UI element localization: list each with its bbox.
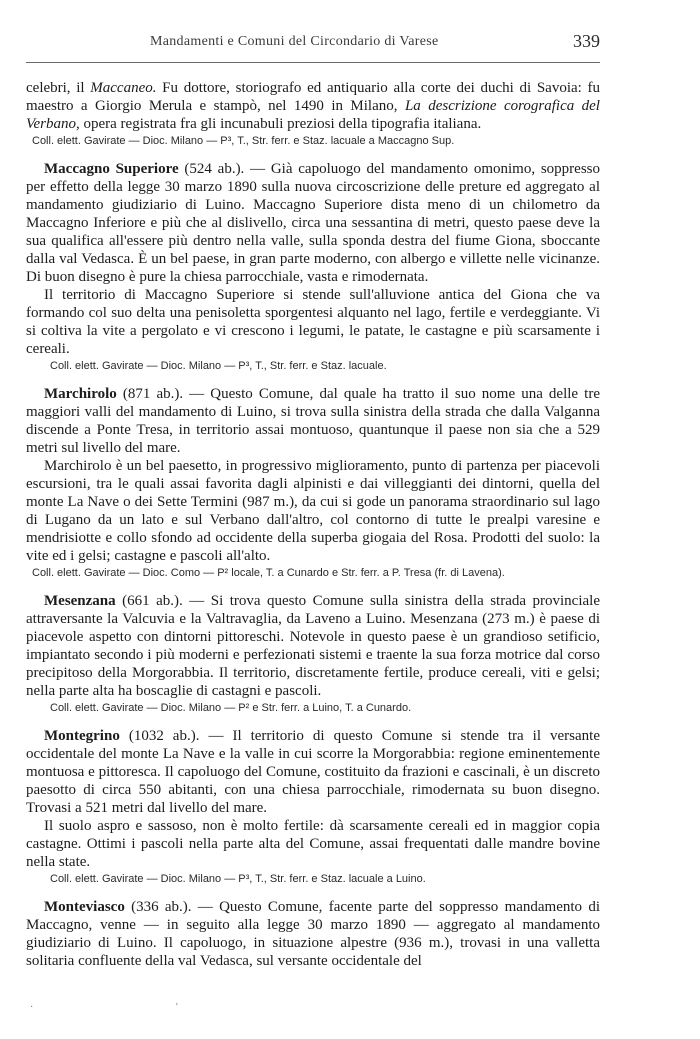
entry-paragraph (26, 160, 600, 286)
entry-text: (336 ab.). — Questo Comune, facente parte del soppresso mandamento di Maccagno, venne — in seguito alla legge 30 marzo 1890 — aggregato al mandamento giudiziario di Luino. Il capoluogo, in situazione alpestre (936 m.), trovasi in una valletta solitaria confluente della val Vedasca, sul versante occidentale del (26, 899, 600, 969)
coll-line: Coll. elett. Gavirate — Dioc. Milano — P³, T., Str. ferr. e Staz. lacuale a Luino. (50, 873, 426, 885)
entry-montegrino (26, 727, 600, 887)
page-number: 339 (573, 31, 600, 51)
entry-text: (871 ab.). — Questo Comune, dal quale ha tratto il suo nome una delle tre maggiori valli del mandamento di Luino, si trova sulla sinistra della strada che dalla Valganna discende a Ponte Tresa, in territorio assai montuoso, quantunque il paese non sia che a 529 metri sul livello del mare. (26, 386, 600, 456)
entry-marchirolo (26, 385, 600, 581)
running-head: Mandamenti e Comuni del Circondario di Varese (150, 34, 439, 49)
entry-paragraph (26, 385, 600, 457)
entry-maccagno-superiore (26, 160, 600, 374)
coll-line: Coll. elett. Gavirate — Dioc. Como — P² locale, T. a Cunardo e Str. ferr. a P. Tresa (fr. di Lavena). (32, 567, 505, 579)
entry-paragraph-2: Marchirolo è un bel paesetto, in progressivo miglioramento, punto di partenza per piacevoli escursioni, tra le quali assai favorita dagli alpinisti e dai villeggianti dei dintorni, quella del monte La Nave o dei Sette Termini (987 m.), da cui si gode un panorama straordinario sul lago di Lugano da un lato e sul Verbano dall'altro, col contorno di tutte le prealpi varesine e mendrisiotte e collo sfondo ad occidente della superba giogaia del Rosa. Prodotti del suolo: la vite ed i gelsi; castagne e pascoli all'alto. (26, 458, 600, 564)
coll-line: Coll. elett. Gavirate — Dioc. Milano — P² e Str. ferr. a Luino, T. a Cunardo. (50, 702, 412, 714)
entry-paragraph-2: Il territorio di Maccagno Superiore si stende sull'alluvione antica del Giona che va formando col suo delta una penisoletta sporgentesi alquanto nel lago, fertile e verdeggiante. Vi si coltiva la vite a pergolato e vi crescono i legumi, le patate, le castagne e più scarsamente i cereali. (26, 287, 600, 357)
entry-mesenzana (26, 592, 600, 716)
entry-title: Monteviasco (44, 899, 125, 915)
book-title: La descrizione corografica del Verbano, (26, 98, 600, 132)
entry-continuation (26, 79, 600, 149)
entry-text: (524 ab.). — Già capoluogo del mandamento omonimo, soppresso per effetto della legge 30 marzo 1890 sulla nuova circoscrizione delle preture ed aggregato al mandamento giudiziario di Luino. Maccagno Superiore dista meno di un chilometro da Maccagno Inferiore e più che al dislivello, circa una sessantina di metri, questo paese deve la sua qualifica all'essere più dentro nella valle, sulla sponda destra del fiume Giona, sboccante dalla val Vedasca. È un bel paese, in gran parte moderno, con albergo e villette nelle vicinanze. Di buon disegno è pure la chiesa parrocchiale, vasta e rimodernata. (26, 161, 600, 285)
entry-paragraph-2: Il suolo aspro e sassoso, non è molto fertile: dà scarsamente cereali ed in maggior copia castagne. Ottimi i pascoli nella parte alta del Comune, assai frequentati dalle mandre bovine nella state. (26, 818, 600, 870)
entry-title: Maccagno Superiore (44, 161, 179, 177)
entry-text: (1032 ab.). — Il territorio di questo Comune si stende tra il versante occidentale del monte La Nave e la valle in cui scorre la Morgorabbia: regione eminentemente montuosa e pittoresca. Il capoluogo del Comune, costituito da frazioni e cascinali, è un discreto paesotto di circa 550 abitanti, con una chiesa parrocchiale, rimodernata su buon disegno. Trovasi a 521 metri dal livello del mare. (26, 728, 600, 816)
page-body (26, 79, 600, 970)
entry-title: Mesenzana (44, 593, 116, 609)
entry-paragraph (26, 592, 600, 700)
print-speck-right: ' (176, 1002, 178, 1013)
maccaneo-name: Maccaneo. (90, 80, 157, 96)
entry-paragraph (26, 727, 600, 817)
coll-line-maccagno-inferiore: Coll. elett. Gavirate — Dioc. Milano — P³, T., Str. ferr. e Staz. lacuale a Maccagno Sup. (32, 135, 455, 147)
coll-line: Coll. elett. Gavirate — Dioc. Milano — P³, T., Str. ferr. e Staz. lacuale. (50, 360, 387, 372)
continuation-text-middle: Fu dottore, storiografo ed antiquario alla corte dei duchi di Savoia: fu maestro a Giorgio Merula e stampò, nel 1490 in Milano, (26, 80, 600, 114)
print-speck-left: · (30, 1002, 34, 1013)
continuation-text-before: celebri, il (26, 80, 91, 96)
entry-title: Montegrino (44, 728, 120, 744)
entry-text: (661 ab.). — Si trova questo Comune sulla sinistra della strada provinciale attraversante la Valcuvia e la Valtravaglia, da Laveno a Luino. Mesenzana (273 m.) è paese di piacevole aspetto con dintorni pittoreschi. Notevole in questo paese è un grandioso setificio, impiantato secondo i più moderni e perfezionati sistemi e traente la sua forza motrice dal corso precipitoso della Morgorabbia. Il territorio, discretamente fertile, produce cereali, viti e gelsi; nella parte alta ha boscaglie di castagni e pascoli. (26, 593, 600, 699)
entry-title: Marchirolo (44, 386, 117, 402)
entry-paragraph (26, 898, 600, 970)
header-rule (26, 62, 600, 63)
bottom-marks (26, 1002, 600, 1012)
entry-monteviasco (26, 898, 600, 970)
continuation-paragraph (26, 79, 600, 133)
continuation-text-after: opera registrata fra gli incunabuli preziosi della tipografia italiana. (79, 116, 482, 132)
